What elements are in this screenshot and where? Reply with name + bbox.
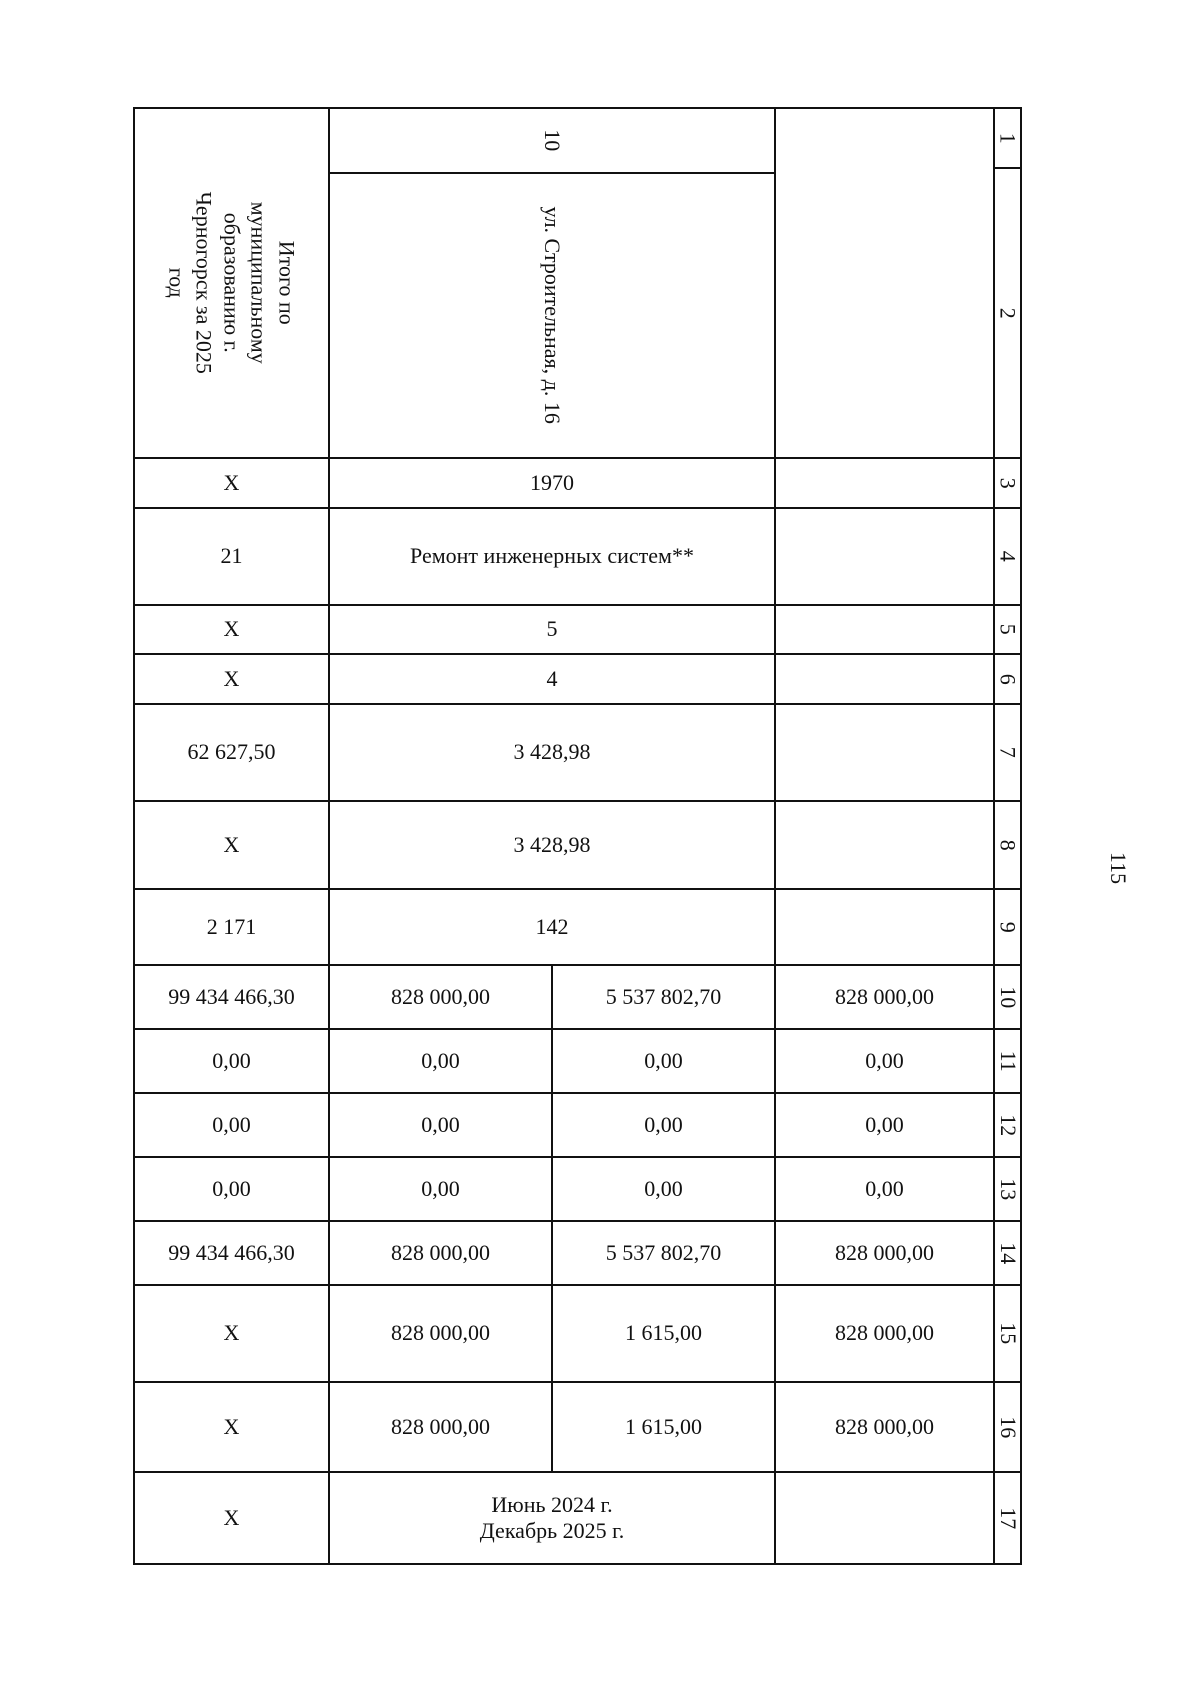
c14-a: 828 000,00 — [391, 1239, 490, 1265]
c15-total: Х — [223, 1320, 240, 1346]
col-num-5: 5 — [995, 623, 1021, 635]
c14-total: 99 434 466,30 — [168, 1239, 295, 1265]
c12-a: 0,00 — [421, 1111, 460, 1137]
col-num-16: 16 — [995, 1415, 1021, 1438]
col-num-2: 2 — [995, 307, 1021, 319]
blank-c8 — [775, 801, 994, 889]
col-num-3: 3 — [995, 477, 1021, 489]
item-c6: 4 — [546, 665, 558, 691]
total-c7: 62 627,50 — [187, 739, 276, 765]
c16-a: 828 000,00 — [391, 1413, 490, 1439]
col-num-6: 6 — [995, 673, 1021, 685]
col-num-9: 9 — [995, 921, 1021, 933]
c11-total: 0,00 — [212, 1047, 251, 1073]
blank-address — [775, 168, 994, 458]
item-c9: 142 — [535, 913, 569, 939]
c13-c: 0,00 — [865, 1175, 904, 1201]
c10-c: 828 000,00 — [835, 983, 934, 1009]
c11-b: 0,00 — [644, 1047, 683, 1073]
c15-b: 1 615,00 — [625, 1320, 702, 1346]
c16-c: 828 000,00 — [835, 1413, 934, 1439]
col-num-8: 8 — [995, 839, 1021, 851]
c13-b: 0,00 — [644, 1175, 683, 1201]
col-num-13: 13 — [995, 1177, 1021, 1200]
blank-c6 — [775, 654, 994, 704]
c10-total: 99 434 466,30 — [168, 983, 295, 1009]
c13-total: 0,00 — [212, 1175, 251, 1201]
col-num-1: 1 — [995, 132, 1021, 144]
c13-a: 0,00 — [421, 1175, 460, 1201]
c12-b: 0,00 — [644, 1111, 683, 1137]
col-num-11: 11 — [995, 1050, 1021, 1072]
col-num-4: 4 — [995, 550, 1021, 562]
page-number: 115 — [1106, 851, 1131, 885]
c15-a: 828 000,00 — [391, 1320, 490, 1346]
c16-b: 1 615,00 — [625, 1413, 702, 1439]
col-num-14: 14 — [995, 1241, 1021, 1264]
col-num-17: 17 — [995, 1506, 1021, 1529]
blank-c7 — [775, 704, 994, 801]
total-label: Итого по муниципальному образованию г. Черногорск за 2025 год — [164, 191, 300, 375]
blank-c9 — [775, 889, 994, 965]
total-c8: Х — [223, 831, 240, 857]
col-num-7: 7 — [995, 746, 1021, 758]
c12-total: 0,00 — [212, 1111, 251, 1137]
c14-c: 828 000,00 — [835, 1239, 934, 1265]
col-num-15: 15 — [995, 1322, 1021, 1345]
item-period: Июнь 2024 г. Декабрь 2025 г. — [479, 1491, 625, 1543]
item-address: ул. Строительная, д. 16 — [540, 206, 566, 425]
c11-a: 0,00 — [421, 1047, 460, 1073]
c14-b: 5 537 802,70 — [605, 1239, 722, 1265]
blank-c5 — [775, 605, 994, 654]
item-c5: 5 — [546, 616, 558, 642]
item-work-type: Ремонт инженерных систем** — [410, 543, 694, 569]
total-c5: Х — [223, 616, 240, 642]
c16-total: Х — [223, 1413, 240, 1439]
total-c17: Х — [223, 1504, 240, 1530]
c12-c: 0,00 — [865, 1111, 904, 1137]
c10-b: 5 537 802,70 — [605, 983, 722, 1009]
total-c9: 2 171 — [206, 913, 257, 939]
item-year: 1970 — [530, 469, 574, 495]
blank-c17 — [775, 1472, 994, 1564]
col-num-10: 10 — [995, 985, 1021, 1008]
c10-a: 828 000,00 — [391, 983, 490, 1009]
total-work-type: 21 — [220, 543, 243, 569]
item-c7: 3 428,98 — [513, 739, 591, 765]
total-c6: Х — [223, 665, 240, 691]
blank-work-type — [775, 508, 994, 605]
blank-year — [775, 458, 994, 508]
total-year: Х — [223, 469, 240, 495]
col-num-12: 12 — [995, 1113, 1021, 1136]
blank-address-top — [775, 108, 994, 168]
item-c8: 3 428,98 — [513, 831, 591, 857]
item-index: 10 — [540, 129, 566, 152]
c15-c: 828 000,00 — [835, 1320, 934, 1346]
c11-c: 0,00 — [865, 1047, 904, 1073]
